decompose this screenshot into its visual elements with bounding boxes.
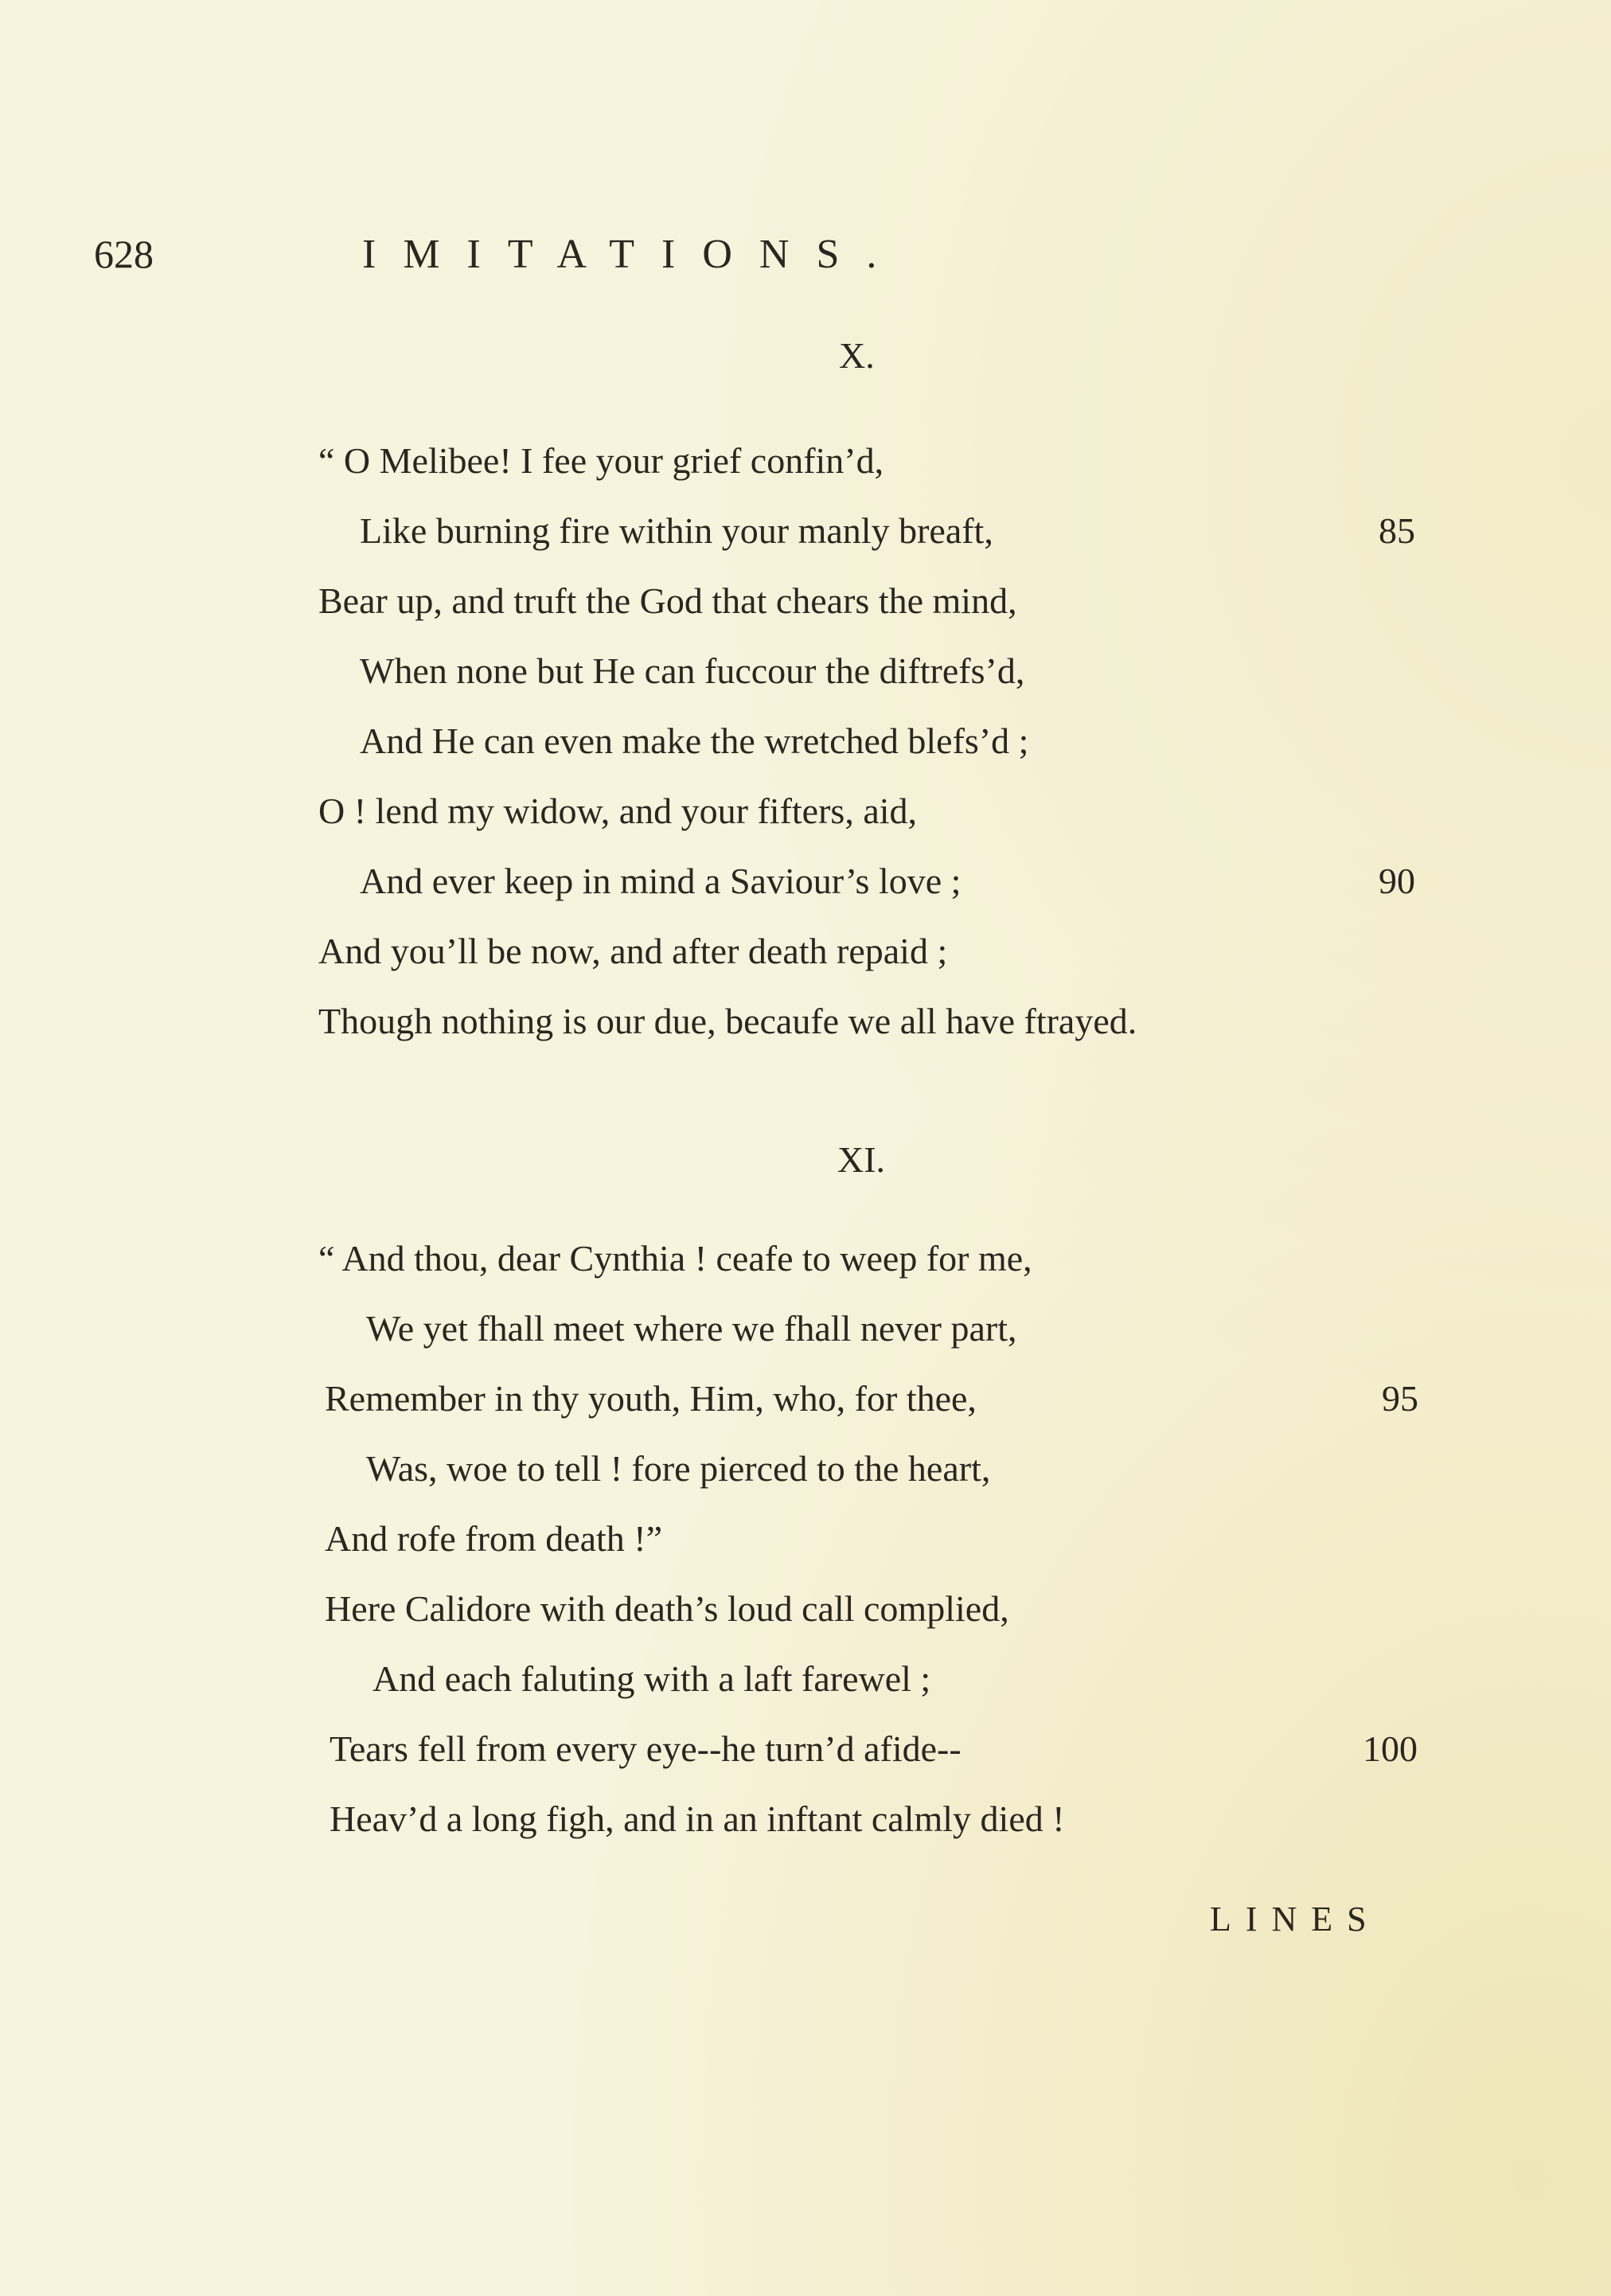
line-number: 95 bbox=[1382, 1378, 1418, 1419]
line-number: 90 bbox=[1379, 861, 1415, 901]
poem-line: And you’ll be now, and after death repaid ; bbox=[318, 931, 948, 971]
poem-line: O ! lend my widow, and your fifters, aid, bbox=[318, 791, 918, 831]
catchword: LINES bbox=[1210, 1900, 1381, 1939]
poem-line: And rofe from death !” bbox=[325, 1518, 663, 1559]
poem-line: When none but He can fuccour the diftrefs’d, bbox=[360, 650, 1025, 691]
poem-line: Bear up, and truft the God that chears the mind, bbox=[318, 580, 1017, 621]
poem-line: Heav’d a long figh, and in an inftant calmly died ! bbox=[330, 1798, 1065, 1839]
poem-line: Like burning fire within your manly breaft, bbox=[360, 510, 993, 551]
poem-line: Here Calidore with death’s loud call complied, bbox=[325, 1588, 1009, 1629]
page-number: 628 bbox=[94, 232, 154, 276]
poem-line: Though nothing is our due, becaufe we all have ftrayed. bbox=[318, 1001, 1137, 1041]
section-heading-xi: XI. bbox=[837, 1139, 886, 1180]
running-head: IMITATIONS. bbox=[362, 232, 904, 277]
poem-line: We yet fhall meet where we fhall never part, bbox=[366, 1308, 1017, 1349]
poem-line: And He can even make the wretched blefs’d ; bbox=[360, 720, 1029, 761]
poem-line: Remember in thy youth, Him, who, for thee, bbox=[325, 1378, 977, 1419]
poem-line: “ O Melibee! I fee your grief confin’d, bbox=[318, 440, 884, 481]
poem-line: Tears fell from every eye--he turn’d afide-- bbox=[330, 1728, 962, 1769]
poem-line: And each faluting with a laft farewel ; bbox=[373, 1658, 931, 1699]
section-heading-x: X. bbox=[839, 335, 875, 376]
line-number: 85 bbox=[1379, 510, 1415, 551]
poem-line: Was, woe to tell ! fore pierced to the heart, bbox=[366, 1448, 991, 1489]
poem-line: And ever keep in mind a Saviour’s love ; bbox=[360, 861, 962, 901]
line-number: 100 bbox=[1363, 1728, 1418, 1769]
poem-line: “ And thou, dear Cynthia ! ceafe to weep for me, bbox=[318, 1238, 1032, 1279]
